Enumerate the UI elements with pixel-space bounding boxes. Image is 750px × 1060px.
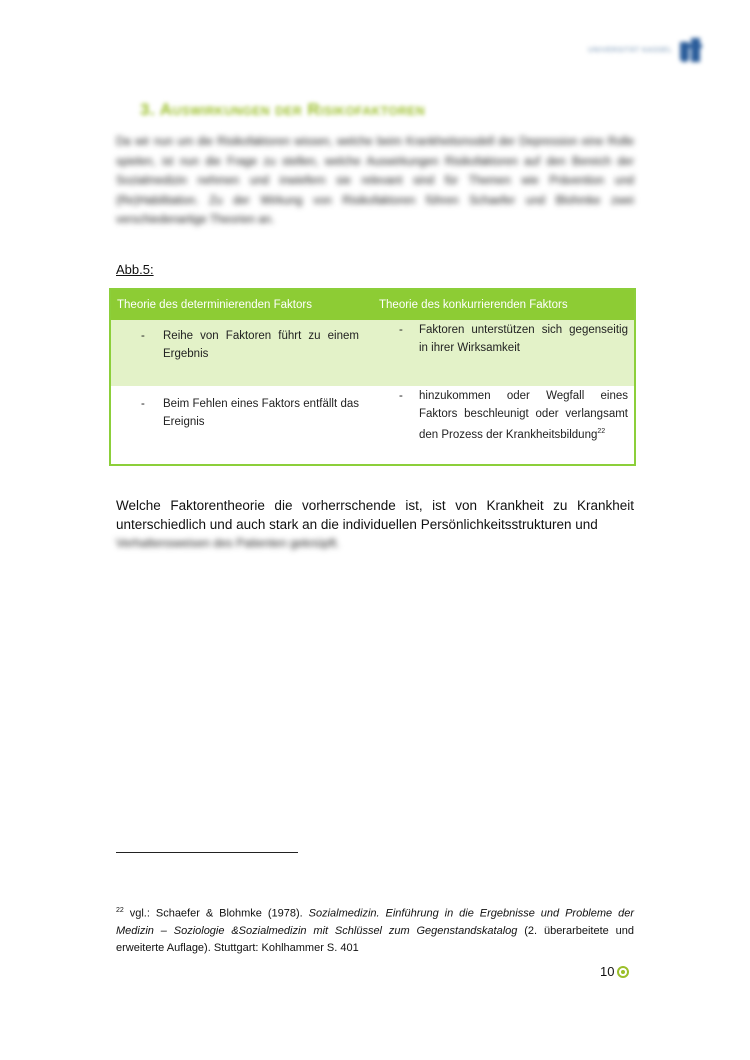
cell-text: Beim Fehlen eines Faktors entfällt das Ereignis: [163, 398, 359, 428]
bullet-dash: -: [141, 330, 145, 342]
body-paragraph: Welche Faktorentheorie die vorherrschende ist, ist von Krankheit zu Krankheit unterschiedlich und auch stark an die individuellen Persönlichkeitsstrukturen und: [116, 498, 634, 532]
footnote: [116, 902, 634, 957]
table-cell: [111, 320, 373, 386]
footnote-number: 22: [116, 907, 124, 914]
column-header: Theorie des determinierenden Faktors: [117, 299, 312, 311]
column-header: Theorie des konkurrierenden Faktors: [379, 299, 568, 311]
ring-bullseye-icon: [617, 966, 629, 978]
cell-text: Reihe von Faktoren führt zu einem Ergebnis: [163, 330, 359, 360]
footnote-reference[interactable]: 22: [597, 428, 606, 435]
table-cell: [373, 386, 634, 464]
logo-text: UNIVERSITÄT KASSEL: [588, 46, 673, 54]
footnote-suffix: (2. überarbeitete und erweiterte Auflage). Stuttgart: Kohlhammer S. 401: [116, 924, 634, 954]
table-cell: [373, 320, 634, 386]
table-row: [111, 320, 634, 386]
figure-caption: Abb.5:: [116, 262, 154, 277]
comparison-table: [109, 288, 636, 466]
section-heading: 3. Auswirkungen der Risikofaktoren: [140, 100, 426, 119]
page-number-text: 10: [600, 964, 615, 979]
table-cell: [111, 386, 373, 464]
footnote-divider: [116, 852, 298, 853]
body-paragraph-end: Verhaltensweisen des Patienten geknüpft.: [116, 536, 340, 550]
footnote-prefix: vgl.: Schaefer & Blohmke (1978).: [123, 907, 309, 920]
page-number: [600, 964, 629, 979]
table-header: [111, 290, 634, 320]
university-logo: [588, 38, 704, 62]
cell-text: Faktoren unterstützen sich gegenseitig in ihrer Wirksamkeit: [419, 324, 628, 354]
bullet-dash: -: [399, 390, 403, 402]
bullet-dash: -: [141, 398, 145, 410]
footnote-title: Sozialmedizin. Einführung in die Ergebnisse und Probleme der Medizin – Soziologie &Sozialmedizin mit Schlüssel zum Gegenstandskatalog: [116, 907, 634, 937]
university-logo-icon: [678, 38, 704, 62]
cell-text: hinzukommen oder Wegfall eines Faktors beschleunigt oder verlangsamt den Prozess der Krankheitsbildung: [419, 390, 628, 441]
bullet-dash: -: [399, 324, 403, 336]
table-row: [111, 386, 634, 464]
intro-paragraph: Da wir nun um die Risikofaktoren wissen, welche beim Krankheitsmodell der Depression eine Rolle spielen, ist nun die Frage zu stellen, welche Auswirkungen Risikofaktoren auf den Bereich der Sozialmedizin nehmen und inwiefern sie relevant sind für Themen wie Prävention und (Re)Habilitation. Zu der Wirkung von Risikofaktoren führen Schaefer und Blohmke zwei verschiedenartige Theorien an.: [116, 136, 634, 226]
